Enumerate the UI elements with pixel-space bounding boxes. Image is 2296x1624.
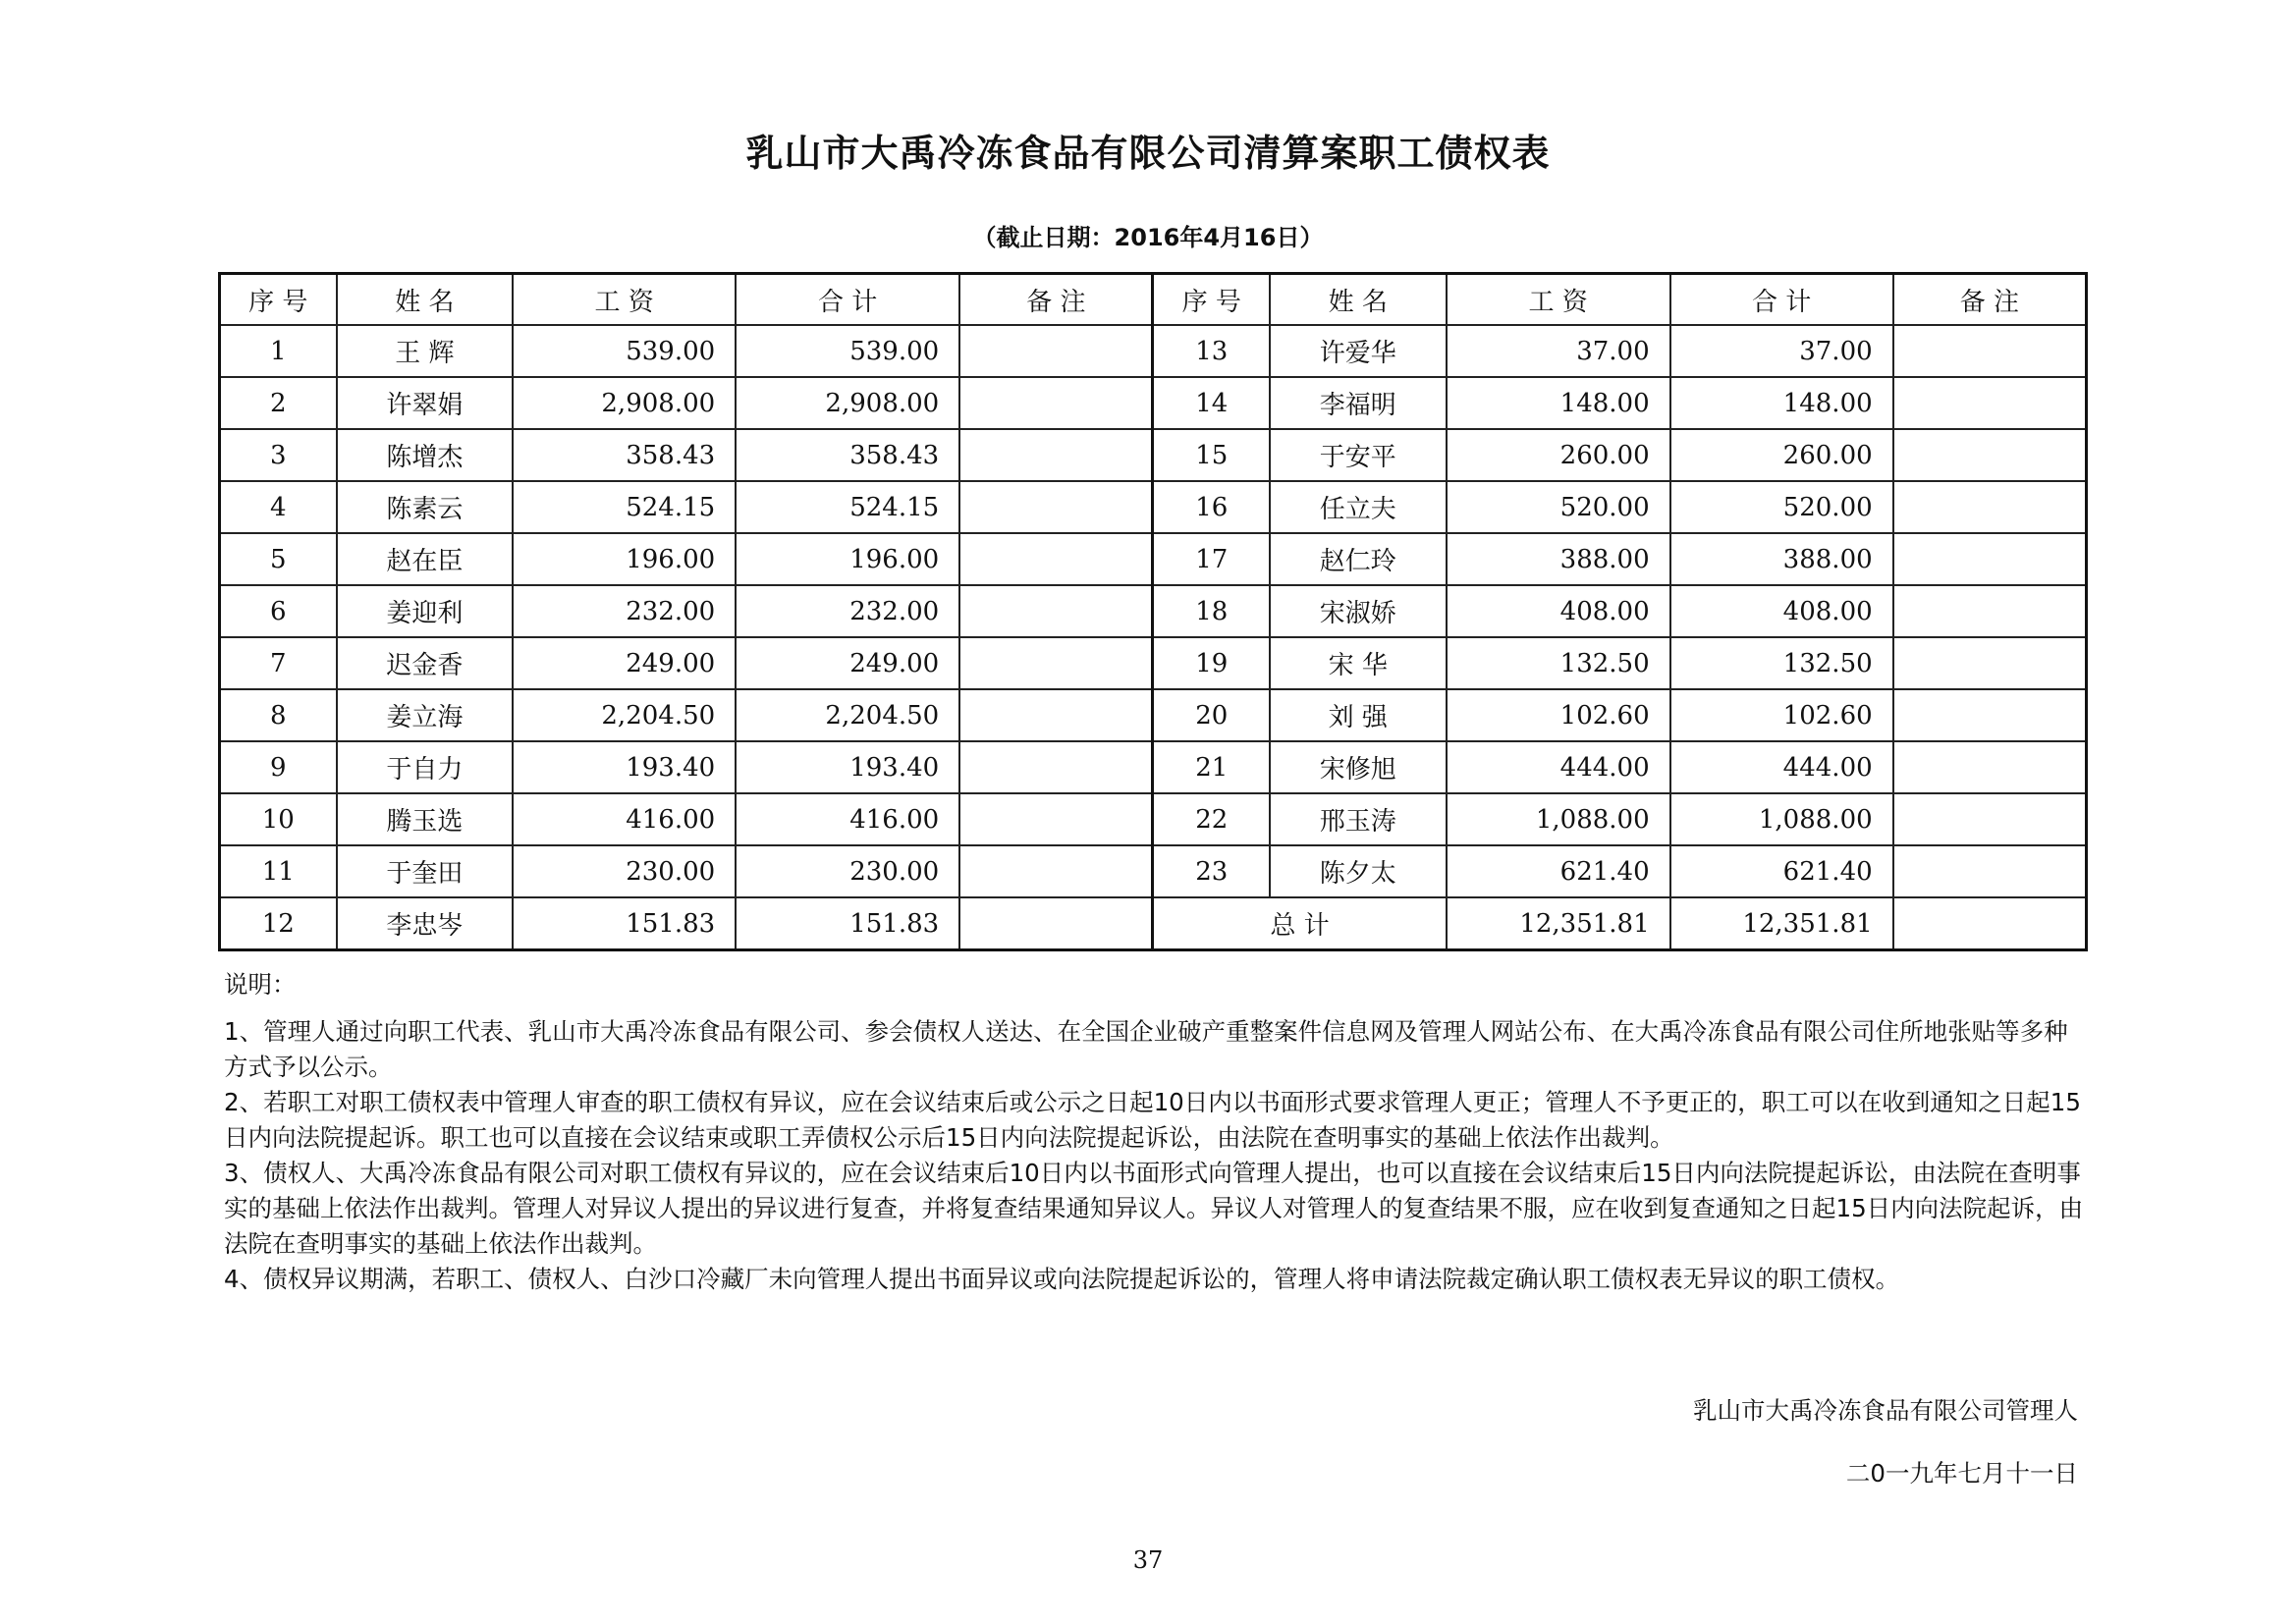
cell-name: 赵在臣 <box>337 533 514 585</box>
cell-note <box>1893 325 2087 377</box>
cell-note <box>1893 741 2087 793</box>
note-item: 2、若职工对职工债权表中管理人审查的职工债权有异议，应在会议结束后或公示之日起10日内以书面形式要求管理人更正；管理人不予更正的，职工可以在收到通知之日起15日内向法院提起诉。职工也可以直接在会议结束或职工弄债权公示后15日内向法院提起诉讼，由法院在查明事实的基础上依法作出裁判。 <box>224 1088 2081 1152</box>
cell-name: 陈增杰 <box>337 429 514 481</box>
cell-no: 14 <box>1153 377 1270 429</box>
cell-wage: 388.00 <box>1447 533 1670 585</box>
cell-total: 260.00 <box>1670 429 1893 481</box>
cell-total: 196.00 <box>736 533 959 585</box>
cell-total: 37.00 <box>1670 325 1893 377</box>
cell-no: 10 <box>220 793 337 845</box>
cell-note <box>959 845 1153 897</box>
cell-note <box>1893 689 2087 741</box>
cell-total: 151.83 <box>736 897 959 950</box>
cell-wage: 230.00 <box>513 845 736 897</box>
cell-note <box>959 637 1153 689</box>
cell-no: 22 <box>1153 793 1270 845</box>
cell-total: 2,204.50 <box>736 689 959 741</box>
cell-wage: 520.00 <box>1447 481 1670 533</box>
cell-wage: 102.60 <box>1447 689 1670 741</box>
cell-name: 任立夫 <box>1270 481 1447 533</box>
cell-no: 6 <box>220 585 337 637</box>
signatory: 乳山市大禹冷冻食品有限公司管理人 <box>1693 1396 2078 1425</box>
cell-note <box>959 689 1153 741</box>
note-item: 3、债权人、大禹冷冻食品有限公司对职工债权有异议的，应在会议结束后10日内以书面形式向管理人提出，也可以直接在会议结束后15日内向法院提起诉讼，由法院在查明事实的基础上依法作出裁判。管理人对异议人提出的异议进行复查，并将复查结果通知异议人。异议人对管理人的复查结果不服，应在收到复查通知之日起15日内向法院起诉，由法院在查明事实的基础上依法作出裁判。 <box>224 1159 2084 1258</box>
cell-name: 陈夕太 <box>1270 845 1447 897</box>
cell-no: 8 <box>220 689 337 741</box>
table-row <box>220 793 2087 845</box>
cell-name: 宋 华 <box>1270 637 1447 689</box>
table-row <box>220 377 2087 429</box>
cell-wage: 2,908.00 <box>513 377 736 429</box>
cell-wage: 196.00 <box>513 533 736 585</box>
table-row <box>220 429 2087 481</box>
note-item: 1、管理人通过向职工代表、乳山市大禹冷冻食品有限公司、参会债权人送达、在全国企业破产重整案件信息网及管理人网站公布、在大禹冷冻食品有限公司住所地张贴等多种方式予以公示。 <box>224 1017 2068 1081</box>
cell-total: 408.00 <box>1670 585 1893 637</box>
cell-no: 17 <box>1153 533 1270 585</box>
cell-wage: 132.50 <box>1447 637 1670 689</box>
cell-name: 姜迎利 <box>337 585 514 637</box>
cell-name: 于自力 <box>337 741 514 793</box>
cell-wage: 524.15 <box>513 481 736 533</box>
cell-total: 102.60 <box>1670 689 1893 741</box>
table-row <box>220 741 2087 793</box>
cell-name: 于奎田 <box>337 845 514 897</box>
cell-total: 520.00 <box>1670 481 1893 533</box>
cell-name: 腾玉选 <box>337 793 514 845</box>
cell-note <box>1893 845 2087 897</box>
cell-note <box>959 481 1153 533</box>
table-row <box>220 637 2087 689</box>
cell-wage: 444.00 <box>1447 741 1670 793</box>
cell-note <box>1893 429 2087 481</box>
cell-name: 王 辉 <box>337 325 514 377</box>
cell-note <box>1893 533 2087 585</box>
cell-name: 迟金香 <box>337 637 514 689</box>
cell-no: 16 <box>1153 481 1270 533</box>
header-total: 合 计 <box>1670 274 1893 326</box>
cell-no: 5 <box>220 533 337 585</box>
cell-no: 7 <box>220 637 337 689</box>
grand-total-wage: 12,351.81 <box>1447 897 1670 950</box>
notes-section <box>224 967 2090 1297</box>
cell-note <box>959 377 1153 429</box>
cell-no: 1 <box>220 325 337 377</box>
table-row <box>220 325 2087 377</box>
cell-wage: 193.40 <box>513 741 736 793</box>
cell-total: 2,908.00 <box>736 377 959 429</box>
table-row-total <box>220 897 2087 950</box>
cell-note <box>959 533 1153 585</box>
cell-note <box>1893 585 2087 637</box>
cell-total: 444.00 <box>1670 741 1893 793</box>
cell-total: 249.00 <box>736 637 959 689</box>
cell-no: 2 <box>220 377 337 429</box>
grand-total-note <box>1893 897 2087 950</box>
claims-table <box>218 272 2088 951</box>
cell-wage: 151.83 <box>513 897 736 950</box>
cell-total: 1,088.00 <box>1670 793 1893 845</box>
cell-note <box>959 429 1153 481</box>
header-total: 合 计 <box>736 274 959 326</box>
cell-note <box>1893 637 2087 689</box>
cell-name: 许爱华 <box>1270 325 1447 377</box>
cell-name: 宋淑娇 <box>1270 585 1447 637</box>
cell-wage: 358.43 <box>513 429 736 481</box>
cell-name: 许翠娟 <box>337 377 514 429</box>
cell-note <box>959 741 1153 793</box>
cell-total: 621.40 <box>1670 845 1893 897</box>
header-name: 姓 名 <box>337 274 514 326</box>
cell-wage: 2,204.50 <box>513 689 736 741</box>
cell-note <box>1893 481 2087 533</box>
page-number: 37 <box>1132 1546 1164 1574</box>
table-row <box>220 585 2087 637</box>
cell-name: 刘 强 <box>1270 689 1447 741</box>
cell-name: 李忠岑 <box>337 897 514 950</box>
cell-total: 193.40 <box>736 741 959 793</box>
cell-wage: 148.00 <box>1447 377 1670 429</box>
cell-wage: 621.40 <box>1447 845 1670 897</box>
cell-total: 148.00 <box>1670 377 1893 429</box>
table-row <box>220 689 2087 741</box>
cell-note <box>959 793 1153 845</box>
table-row <box>220 845 2087 897</box>
cell-total: 232.00 <box>736 585 959 637</box>
cell-note <box>959 897 1153 950</box>
header-no: 序 号 <box>220 274 337 326</box>
cell-note <box>959 325 1153 377</box>
cell-wage: 1,088.00 <box>1447 793 1670 845</box>
header-name: 姓 名 <box>1270 274 1447 326</box>
cell-wage: 249.00 <box>513 637 736 689</box>
cell-name: 于安平 <box>1270 429 1447 481</box>
notes-label: 说明： <box>224 970 297 999</box>
header-no: 序 号 <box>1153 274 1270 326</box>
cell-no: 20 <box>1153 689 1270 741</box>
cell-wage: 260.00 <box>1447 429 1670 481</box>
cell-total: 416.00 <box>736 793 959 845</box>
cell-name: 宋修旭 <box>1270 741 1447 793</box>
cell-name: 赵仁玲 <box>1270 533 1447 585</box>
document-title: 乳山市大禹冷冻食品有限公司清算案职工债权表 <box>745 132 1551 175</box>
cell-no: 21 <box>1153 741 1270 793</box>
cell-wage: 416.00 <box>513 793 736 845</box>
grand-total-label: 总 计 <box>1153 897 1447 950</box>
cell-total: 230.00 <box>736 845 959 897</box>
table-header-row <box>220 274 2087 326</box>
cell-note <box>959 585 1153 637</box>
table-row <box>220 533 2087 585</box>
cell-no: 19 <box>1153 637 1270 689</box>
cell-total: 358.43 <box>736 429 959 481</box>
cell-no: 9 <box>220 741 337 793</box>
cell-wage: 232.00 <box>513 585 736 637</box>
cell-total: 132.50 <box>1670 637 1893 689</box>
cell-wage: 37.00 <box>1447 325 1670 377</box>
cell-no: 4 <box>220 481 337 533</box>
cell-wage: 539.00 <box>513 325 736 377</box>
cell-no: 18 <box>1153 585 1270 637</box>
cell-no: 13 <box>1153 325 1270 377</box>
cell-total: 539.00 <box>736 325 959 377</box>
cell-name: 李福明 <box>1270 377 1447 429</box>
cell-wage: 408.00 <box>1447 585 1670 637</box>
cell-no: 11 <box>220 845 337 897</box>
cell-no: 12 <box>220 897 337 950</box>
signature-date: 二0一九年七月十一日 <box>1845 1459 2078 1488</box>
grand-total-total: 12,351.81 <box>1670 897 1893 950</box>
cell-note <box>1893 377 2087 429</box>
cutoff-date: （截止日期：2016年4月16日） <box>972 224 1324 251</box>
cell-name: 邢玉涛 <box>1270 793 1447 845</box>
note-item: 4、债权异议期满，若职工、债权人、白沙口冷藏厂未向管理人提出书面异议或向法院提起诉讼的，管理人将申请法院裁定确认职工债权表无异议的职工债权。 <box>224 1265 1900 1293</box>
table-row <box>220 481 2087 533</box>
header-note: 备 注 <box>959 274 1153 326</box>
cell-no: 23 <box>1153 845 1270 897</box>
cell-name: 陈素云 <box>337 481 514 533</box>
cell-total: 388.00 <box>1670 533 1893 585</box>
cell-no: 15 <box>1153 429 1270 481</box>
header-wage: 工 资 <box>1447 274 1670 326</box>
cell-total: 524.15 <box>736 481 959 533</box>
cell-note <box>1893 793 2087 845</box>
cell-no: 3 <box>220 429 337 481</box>
header-wage: 工 资 <box>513 274 736 326</box>
cell-name: 姜立海 <box>337 689 514 741</box>
header-note: 备 注 <box>1893 274 2087 326</box>
